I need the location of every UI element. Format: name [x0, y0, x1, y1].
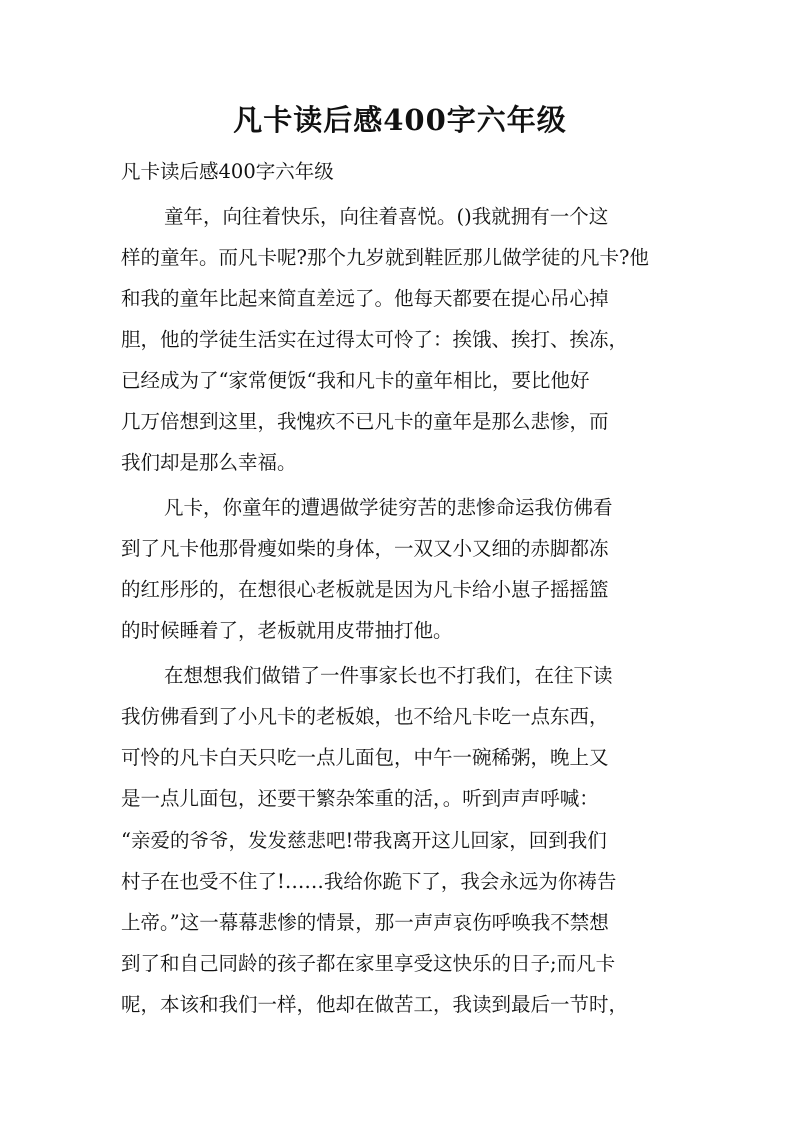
paragraph-line: 村子在也受不住了!……我给你跪下了，我会永远为你祷告 [121, 870, 617, 893]
paragraph-line: 童年，向往着快乐，向往着喜悦。()我就拥有一个这 [164, 205, 609, 228]
paragraph-line: 在想想我们做错了一件事家长也不打我们，在往下读 [164, 664, 613, 687]
paragraph-line: 到了凡卡他那骨瘦如柴的身体，一双又小又细的赤脚都冻 [121, 537, 609, 560]
paragraph-line: “亲爱的爷爷，发发慈悲吧!带我离开这儿回家，回到我们 [121, 829, 607, 852]
paragraph-line: 我仿佛看到了小凡卡的老板娘，也不给凡卡吃一点东西， [121, 705, 609, 728]
paragraph-line: 的时候睡着了，老板就用皮带抽打他。 [121, 619, 453, 642]
paragraph-line: 到了和自己同龄的孩子都在家里享受这快乐的日子;而凡卡 [121, 952, 616, 975]
paragraph-line: 凡卡，你童年的遭遇做学徒穷苦的悲惨命运我仿佛看 [164, 496, 613, 519]
paragraph-line: 上帝。”这一幕幕悲惨的情景，那一声声哀伤呼唤我不禁想 [121, 911, 609, 934]
paragraph-line: 已经成为了“家常便饭“我和凡卡的童年相比，要比他好 [121, 369, 590, 392]
paragraph-line: 是一点儿面包，还要干繁杂笨重的活，。听到声声呼喊： [121, 787, 599, 810]
paragraph-line: 我们却是那么幸福。 [121, 451, 297, 474]
paragraph-line: 几万倍想到这里，我愧疚不已凡卡的童年是那么悲惨，而 [121, 410, 609, 433]
paragraph-line: 的红彤彤的，在想很心老板就是因为凡卡给小崽子摇摇篮 [121, 578, 609, 601]
paragraph-line: 呢，本该和我们一样，他却在做苦工，我读到最后一节时， [121, 993, 629, 1016]
paragraph-line: 样的童年。而凡卡呢?那个九岁就到鞋匠那儿做学徒的凡卡?他 [121, 246, 649, 269]
document-title: 凡卡读后感400字六年级 [233, 103, 567, 137]
document-subtitle: 凡卡读后感400字六年级 [121, 160, 334, 183]
paragraph-line: 可怜的凡卡白天只吃一点儿面包，中午一碗稀粥，晚上又 [121, 746, 609, 769]
paragraph-line: 胆，他的学徒生活实在过得太可怜了：挨饿、挨打、挨冻， [121, 328, 629, 351]
paragraph-line: 和我的童年比起来简直差远了。他每天都要在提心吊心掉 [121, 287, 609, 310]
